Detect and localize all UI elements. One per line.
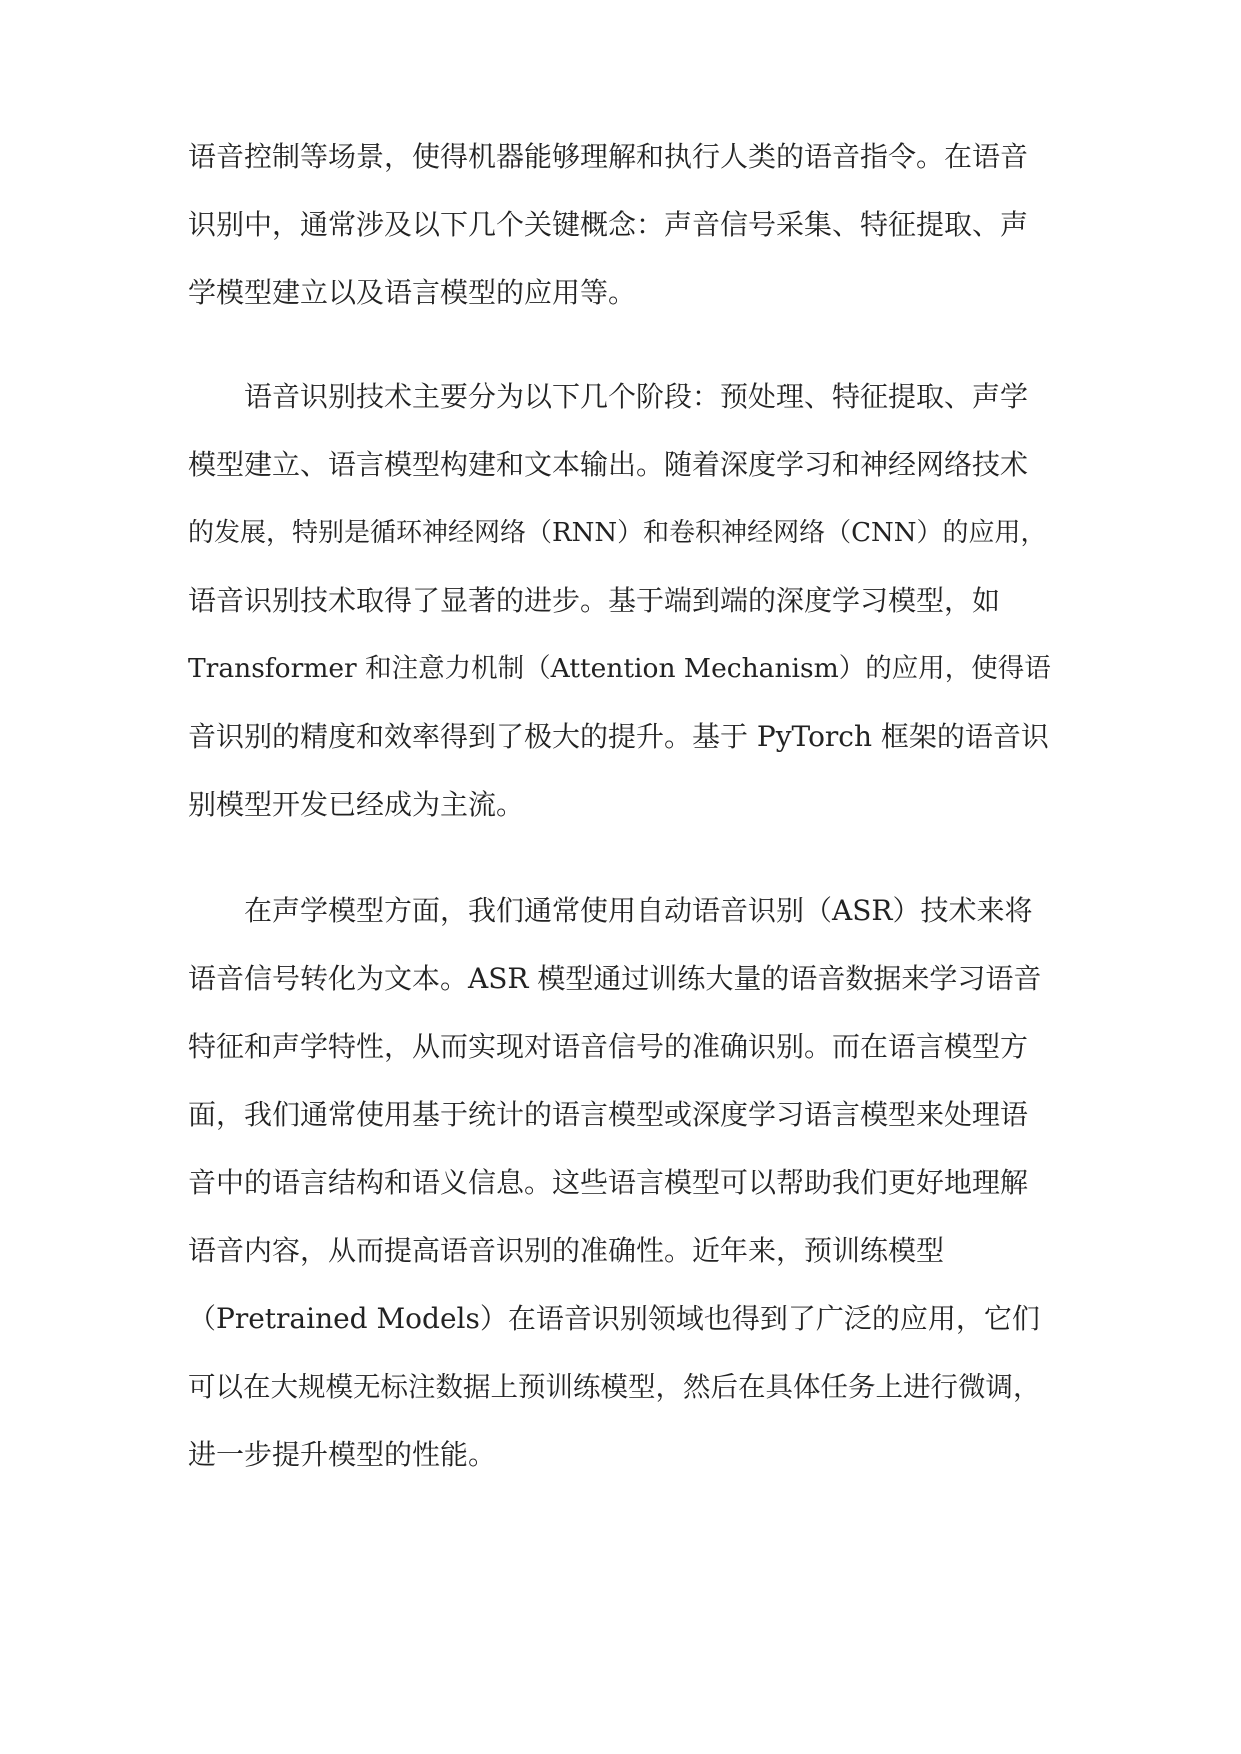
text-line: 音识别的精度和效率得到了极大的提升。基于 PyTorch 框架的语音识 [188,720,1049,753]
text-line: 语音控制等场景，使得机器能够理解和执行人类的语音指令。在语音 [188,140,1029,173]
text-line: 学模型建立以及语言模型的应用等。 [188,276,637,309]
text-line: 语音识别技术取得了显著的进步。基于端到端的深度学习模型，如 [188,584,1001,617]
text-line: 识别中，通常涉及以下几个关键概念：声音信号采集、特征提取、声 [188,208,1029,241]
text-line: 进一步提升模型的性能。 [188,1438,497,1471]
text-line: 语音识别技术主要分为以下几个阶段：预处理、特征提取、声学 [244,380,1029,413]
text-line: 的发展，特别是循环神经网络（RNN）和卷积神经网络（CNN）的应用， [188,518,1047,548]
text-line: 语音内容，从而提高语音识别的准确性。近年来，预训练模型 [188,1234,945,1267]
text-line: 特征和声学特性，从而实现对语音信号的准确识别。而在语言模型方 [188,1030,1029,1063]
text-line: （Pretrained Models）在语音识别领域也得到了广泛的应用，它们 [188,1302,1040,1335]
text-line: 语音信号转化为文本。ASR 模型通过训练大量的语音数据来学习语音 [188,962,1042,995]
text-line: 可以在大规模无标注数据上预训练模型，然后在具体任务上进行微调， [188,1371,1041,1403]
text-line: 音中的语言结构和语义信息。这些语言模型可以帮助我们更好地理解 [188,1166,1029,1199]
text-line: Transformer 和注意力机制（Attention Mechanism）的应用，使得语 [188,653,1051,684]
text-line: 模型建立、语言模型构建和文本输出。随着深度学习和神经网络技术 [188,448,1029,481]
text-line: 在声学模型方面，我们通常使用自动语音识别（ASR）技术来将 [244,894,1033,927]
text-line: 别模型开发已经成为主流。 [188,788,525,821]
text-line: 面，我们通常使用基于统计的语言模型或深度学习语言模型来处理语 [188,1098,1029,1131]
